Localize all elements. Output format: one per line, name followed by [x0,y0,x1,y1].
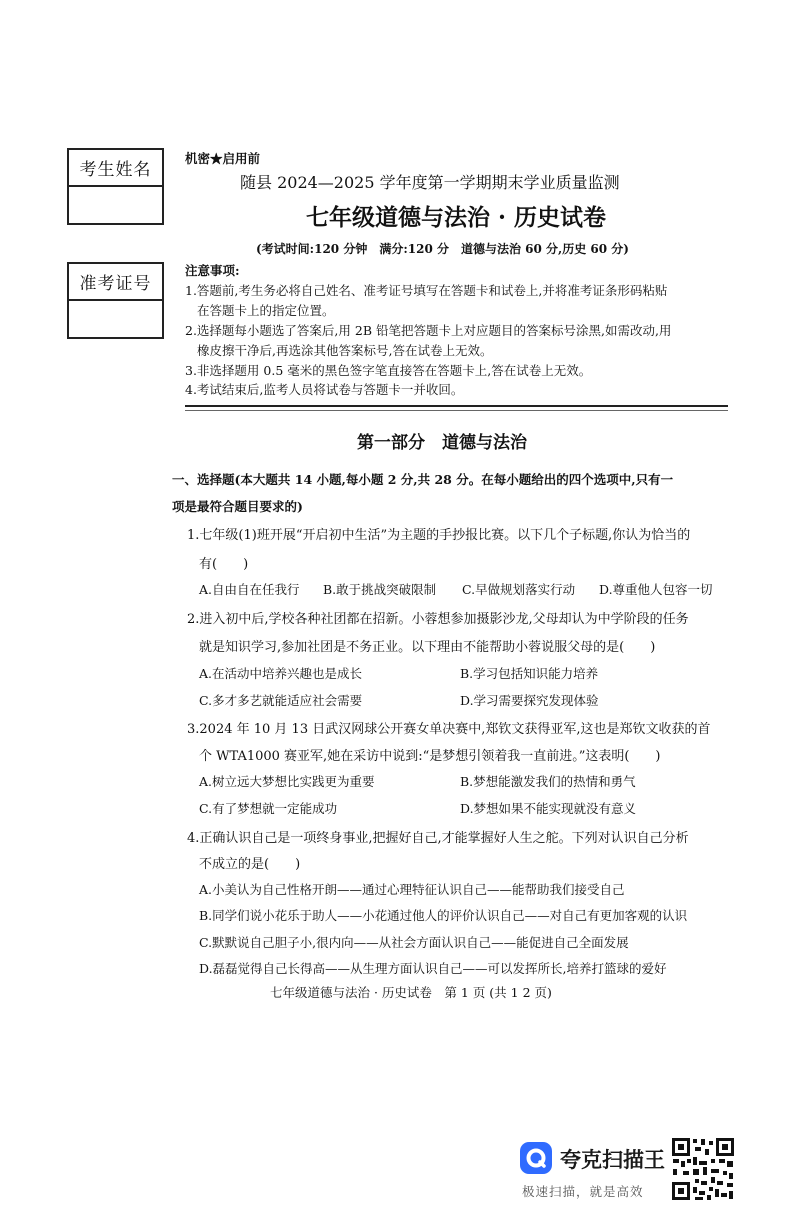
notice-line: 3.非选择题用 0.5 毫米的黑色签字笔直接答在答题卡上,答在试卷上无效。 [185,363,592,378]
question-3-option-d: D.梦想如果不能实现就没有意义 [460,801,637,816]
header-divider-thin [185,410,728,411]
notice-line: 4.考试结束后,监考人员将试卷与答题卡一并收回。 [185,382,464,397]
question-2-option-b: B.学习包括知识能力培养 [460,666,599,681]
question-1-option-d: D.尊重他人包容一切 [599,582,713,597]
question-4-option-c: C.默默说自己胆子小,很内向——从社会方面认识自己——能促进自己全面发展 [199,935,629,950]
question-1-option-c: C.早做规划落实行动 [462,582,576,597]
notice-line: 橡皮擦干净后,再选涂其他答案标号,答在试卷上无效。 [197,343,493,358]
exam-id-box [67,262,164,339]
question-1-stem: 1.七年级(1)班开展“开启初中生活”为主题的手抄报比赛。以下几个子标题,你认为恰当的 [187,528,691,543]
header-divider [185,405,728,407]
section-heading: 一、选择题(本大题共 14 小题,每小题 2 分,共 28 分。在每小题给出的四个选项中,只有一 [172,472,674,487]
scanner-slogan: 极速扫描，就是高效 [522,1184,644,1199]
question-3-stem-cont: 个 WTA1000 赛亚军,她在采访中说到:“是梦想引领着我一直前进。”这表明( ) [199,749,661,764]
question-2-option-d: D.学习需要探究发现体验 [460,693,599,708]
scanner-brand-name: 夸克扫描王 [560,1148,665,1172]
question-2-option-c: C.多才多艺就能适应社会需要 [199,693,363,708]
question-4-option-a: A.小美认为自己性格开朗——通过心理特征认识自己——能帮助我们接受自己 [199,882,625,897]
question-4-option-b: B.同学们说小花乐于助人——小花通过他人的评价认识自己——对自己有更加客观的认识 [199,908,688,923]
part-title: 第一部分 道德与法治 [357,433,527,453]
qr-code-icon [671,1137,735,1201]
question-4-stem-cont: 不成立的是( ) [199,857,301,872]
question-3-option-c: C.有了梦想就一定能成功 [199,801,338,816]
question-1-option-a: A.自由自在任我行 [199,582,300,597]
student-name-box [67,148,164,225]
exam-info: (考试时间:120 分钟 满分:120 分 道德与法治 60 分,历史 60 分) [256,242,629,256]
question-2-option-a: A.在活动中培养兴趣也是成长 [199,666,363,681]
section-heading-cont: 项是最符合题目要求的) [172,499,303,514]
scanner-logo-icon [520,1142,552,1174]
notice-line: 1.答题前,考生务必将自己姓名、准考证号填写在答题卡和试卷上,并将准考证条形码粘贴 [185,283,668,298]
question-1-stem-cont: 有( ) [199,557,249,572]
question-4-option-d: D.磊磊觉得自己长得高——从生理方面认识自己——可以发挥所长,培养打篮球的爱好 [199,961,667,976]
exam-subtitle: 七年级道德与法治 · 历史试卷 [306,204,607,231]
notice-line: 在答题卡上的指定位置。 [197,303,335,318]
question-1-option-b: B.敢于挑战突破限制 [323,582,437,597]
exam-id-label: 准考证号 [69,264,162,301]
page-footer: 七年级道德与法治 · 历史试卷 第 1 页 (共 1 2 页) [270,985,552,1000]
notice-line: 2.选择题每小题选了答案后,用 2B 铅笔把答题卡上对应题目的答案标号涂黑,如需改动,用 [185,323,672,338]
question-2-stem: 2.进入初中后,学校各种社团都在招新。小蓉想参加摄影沙龙,父母却认为中学阶段的任务 [187,612,689,627]
notice-heading: 注意事项: [185,263,240,278]
student-name-label: 考生姓名 [69,150,162,187]
question-3-option-b: B.梦想能激发我们的热情和勇气 [460,774,636,789]
confidential-mark: 机密★启用前 [185,151,261,166]
exam-title: 随县 2024—2025 学年度第一学期期末学业质量监测 [240,173,620,192]
question-3-option-a: A.树立远大梦想比实践更为重要 [199,774,375,789]
question-2-stem-cont: 就是知识学习,参加社团是不务正业。以下理由不能帮助小蓉说服父母的是( ) [199,640,656,655]
question-3-stem: 3.2024 年 10 月 13 日武汉网球公开赛女单决赛中,郑钦文获得亚军,这也是郑钦文收获的首 [187,722,711,737]
question-4-stem: 4.正确认识自己是一项终身事业,把握好自己,才能掌握好人生之舵。下列对认识自己分析 [187,831,689,846]
